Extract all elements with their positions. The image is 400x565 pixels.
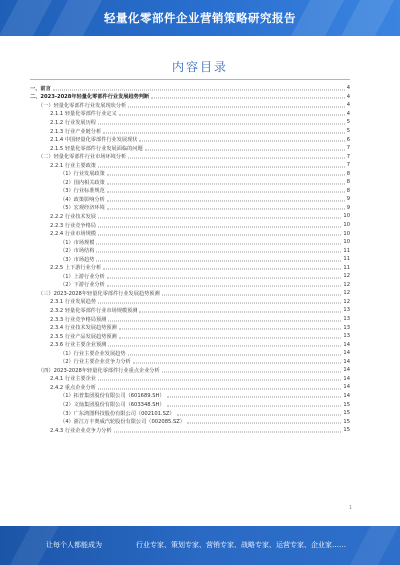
toc-leader-dots (151, 98, 344, 99)
toc-entry-page: 4 (346, 93, 350, 100)
toc-entry-page: 10 (343, 222, 350, 229)
toc-leader-dots (107, 209, 345, 210)
toc-entry-title: 2.4.1 行业主要企业 (50, 376, 96, 383)
toc-entry-page: 9 (346, 204, 350, 211)
toc-entry[interactable] (30, 238, 350, 247)
toc-leader-dots (114, 431, 342, 432)
toc-entry-title: 2.3.3 行业竞争格局预测 (50, 316, 107, 323)
toc-entry-title: 2.2.3 行业竞争格局 (50, 222, 96, 229)
toc-entry-title: 2.2.5 上下游行业分析 (50, 265, 102, 272)
toc-leader-dots (139, 141, 344, 142)
toc-entry-title: 2.3.1 行业发展趋势 (50, 299, 96, 306)
toc-entry-page: 8 (346, 187, 350, 194)
toc-entry[interactable] (30, 263, 350, 272)
toc-entry-title: （2）下游行业分析 (60, 282, 105, 289)
toc-entry[interactable] (30, 426, 350, 435)
toc-entry-title: （2）国内相关政策 (60, 179, 105, 186)
toc-entry[interactable] (30, 409, 350, 418)
toc-entry-page: 7 (346, 145, 350, 152)
toc-leader-dots (162, 371, 342, 372)
toc-leader-dots (107, 183, 345, 184)
toc-leader-dots (107, 200, 345, 201)
toc-entry-page: 13 (343, 324, 350, 331)
toc-leader-dots (103, 132, 345, 133)
toc-entry-title: 2.1.4 中国轻量化零部件行业发展现状 (50, 137, 138, 144)
toc-entry-title: （3）行业标准规范 (60, 188, 105, 195)
toc-entry-title: 2.2.1 行业主要政策 (50, 162, 96, 169)
toc-entry-title: 2.3.6 行业主要企业预测 (50, 342, 107, 349)
toc-entry-page: 6 (346, 136, 350, 143)
footer-roles: 行业专家、策划专家、营销专家、战略专家、运营专家、企业家…… (136, 541, 346, 549)
toc-entry-page: 4 (346, 85, 350, 92)
toc-entry[interactable] (30, 383, 350, 392)
toc-entry[interactable] (30, 212, 350, 221)
toc-entry[interactable] (30, 392, 350, 401)
toc-entry-title: （三）2023-2028年轻量化零部件行业发展趋势预测 (38, 290, 160, 297)
toc-leader-dots (53, 89, 345, 90)
toc-entry[interactable] (30, 101, 350, 110)
toc-leader-dots (107, 286, 342, 287)
toc-entry-page: 14 (343, 358, 350, 365)
header-banner (0, 0, 400, 36)
toc-entry[interactable] (30, 144, 350, 153)
toc-entry[interactable] (30, 358, 350, 367)
toc-leader-dots (119, 337, 342, 338)
toc-leader-dots (107, 175, 345, 176)
toc-entry-title: 一、前言 (30, 85, 51, 92)
toc-entry[interactable] (30, 340, 350, 349)
toc-entry-page: 14 (343, 341, 350, 348)
toc-entry[interactable] (30, 349, 350, 358)
toc-entry-title: （2）市场结构 (60, 248, 95, 255)
toc-entry-page: 14 (343, 384, 350, 391)
toc-leader-dots (98, 217, 341, 218)
toc-entry-title: 二、2023-2028年轻量化零部件行业发展趋势判断 (30, 94, 150, 101)
page-number: 1 (348, 505, 352, 511)
toc-entry-title: （1）拓普集团股份有限公司（601689.SH） (60, 393, 165, 400)
toc-entry[interactable] (30, 118, 350, 127)
toc-entry-title: 2.1.2 行业发展历程 (50, 119, 96, 126)
toc-entry[interactable] (30, 161, 350, 170)
toc-entry-page: 5 (346, 128, 350, 134)
toc-entry[interactable] (30, 178, 350, 187)
toc-entry-title: （1）市场规模 (60, 239, 95, 246)
toc-entry-page: 14 (343, 367, 350, 374)
toc-leader-dots (98, 166, 345, 167)
toc-entry[interactable] (30, 169, 350, 178)
toc-leader-dots (107, 277, 342, 278)
toc-entry-page: 8 (346, 170, 350, 177)
toc-leader-dots (167, 406, 342, 407)
toc-leader-dots (133, 363, 342, 364)
toc-entry[interactable] (30, 221, 350, 230)
toc-entry-title: （3）广东鸿图科技股份有限公司（002101.SZ） (60, 410, 175, 417)
toc-leader-dots (98, 123, 345, 124)
toc-entry-title: （二）轻量化零部件行业市场环境分析 (38, 154, 127, 161)
toc-entry-title: （四）2023-2028年轻量化零部件行业重点企业分析 (38, 367, 160, 374)
toc-entry-page: 10 (343, 213, 350, 220)
toc-entry-page: 7 (346, 162, 350, 169)
toc-entry[interactable] (30, 84, 350, 93)
toc-entry-title: 2.2.2 行业技术发展 (50, 213, 96, 220)
toc-entry-title: 2.4.3 行业企业竞争力分析 (50, 427, 112, 434)
toc-entry[interactable] (30, 152, 350, 161)
toc-entry-title: 2.4.2 重点企业分析 (50, 384, 96, 391)
toc-entry-page: 4 (346, 110, 350, 117)
toc-leader-dots (96, 252, 341, 253)
toc-entry-title: （一）轻量化零部件行业发展现状分析 (38, 102, 127, 109)
report-title: 轻量化零部件企业营销策略研究报告 (104, 11, 296, 25)
toc-leader-dots (98, 235, 341, 236)
toc-entry-title: （4）浙江万丰奥威汽轮股份有限公司（002085.SZ） (60, 419, 185, 426)
toc-entry-title: （3）市场趋势 (60, 256, 95, 263)
toc-leader-dots (107, 192, 345, 193)
toc-leader-dots (96, 260, 341, 261)
toc-leader-dots (167, 397, 342, 398)
toc-entry-page: 12 (343, 290, 350, 297)
toc-entry-page: 10 (343, 230, 350, 237)
toc-entry-page: 12 (343, 298, 350, 305)
toc-entry-page: 15 (343, 410, 350, 417)
toc-entry-title: 2.3.5 行业产品发展趋势预测 (50, 333, 117, 340)
toc-entry-title: 2.2.4 行业市场规模 (50, 231, 96, 238)
toc-leader-dots (177, 414, 342, 415)
toc-entry-title: 2.1.3 行业产业链分析 (50, 128, 102, 135)
footer-slogan: 让每个人都能成为 (46, 541, 102, 549)
toc-leader-dots (128, 354, 342, 355)
table-of-contents (30, 84, 350, 434)
toc-entry[interactable] (30, 204, 350, 213)
toc-entry-page: 7 (346, 153, 350, 160)
toc-entry[interactable] (30, 366, 350, 375)
toc-entry-title: 2.3.2 轻量化零部件行业市场规模预测 (50, 307, 138, 314)
toc-leader-dots (128, 158, 344, 159)
toc-entry-title: 2.3.4 行业技术发展趋势预测 (50, 325, 117, 332)
toc-entry[interactable] (30, 135, 350, 144)
toc-entry[interactable] (30, 306, 350, 315)
toc-entry-page: 14 (343, 375, 350, 382)
toc-entry-page: 11 (343, 247, 350, 254)
footer-stripe (344, 526, 400, 565)
toc-entry-page: 4 (346, 102, 350, 109)
toc-entry[interactable] (30, 298, 350, 307)
toc-entry[interactable] (30, 187, 350, 196)
toc-title: 内容目录 (171, 60, 228, 74)
toc-entry[interactable] (30, 323, 350, 332)
toc-entry-title: （2）行业主要企业竞争力分析 (60, 359, 131, 366)
toc-entry-title: （1）行业发展政策 (60, 171, 105, 178)
toc-entry-page: 13 (343, 316, 350, 323)
toc-leader-dots (103, 269, 341, 270)
toc-leader-dots (108, 320, 341, 321)
toc-entry-page: 12 (343, 281, 350, 288)
toc-leader-dots (108, 346, 341, 347)
toc-entry-title: 2.1.1 轻量化零部件行业定义 (50, 111, 117, 118)
toc-entry-page: 12 (343, 273, 350, 280)
toc-entry-page: 14 (343, 350, 350, 357)
toc-entry-title: （1）行业主要企业发展趋势 (60, 350, 126, 357)
toc-entry-title: （4）政策影响分析 (60, 196, 105, 203)
toc-leader-dots (96, 243, 341, 244)
toc-leader-dots (98, 226, 341, 227)
toc-entry[interactable] (30, 246, 350, 255)
toc-entry[interactable] (30, 332, 350, 341)
toc-entry-title: 2.1.5 轻量化零部件行业发展面临的问题 (50, 145, 143, 152)
toc-entry[interactable] (30, 375, 350, 384)
toc-entry-page: 10 (343, 239, 350, 246)
toc-divider (30, 79, 350, 80)
toc-entry[interactable] (30, 195, 350, 204)
toc-entry-page: 13 (343, 307, 350, 314)
toc-entry-page: 15 (343, 401, 350, 408)
toc-entry-title: （2）文灿集团股份有限公司（603348.SH） (60, 402, 165, 408)
toc-entry[interactable] (30, 315, 350, 324)
toc-leader-dots (139, 311, 341, 312)
toc-entry[interactable] (30, 255, 350, 264)
toc-leader-dots (128, 106, 344, 107)
toc-entry-page: 13 (343, 333, 350, 340)
toc-leader-dots (145, 149, 345, 150)
toc-leader-dots (162, 294, 342, 295)
toc-entry-page: 11 (343, 256, 350, 263)
toc-entry-page: 5 (346, 119, 350, 126)
toc-entry[interactable] (30, 93, 350, 102)
toc-leader-dots (119, 115, 345, 116)
toc-entry-page: 15 (343, 418, 350, 425)
toc-entry-page: 15 (343, 427, 350, 434)
toc-entry-page: 9 (346, 196, 350, 203)
toc-entry-page: 8 (346, 179, 350, 186)
toc-leader-dots (119, 329, 342, 330)
toc-entry[interactable] (30, 229, 350, 238)
toc-entry[interactable] (30, 272, 350, 281)
toc-entry-title: （1）上游行业分析 (60, 273, 105, 280)
toc-entry[interactable] (30, 417, 350, 426)
toc-entry-page: 14 (343, 392, 350, 399)
toc-entry[interactable] (30, 110, 350, 119)
toc-entry[interactable] (30, 289, 350, 298)
toc-entry-page: 11 (343, 264, 350, 271)
toc-entry-title: （5）宏观经济环境 (60, 205, 105, 212)
toc-entry[interactable] (30, 127, 350, 136)
toc-leader-dots (98, 380, 341, 381)
toc-entry[interactable] (30, 400, 350, 409)
toc-leader-dots (187, 423, 341, 424)
toc-entry[interactable] (30, 281, 350, 290)
toc-leader-dots (98, 303, 341, 304)
toc-leader-dots (98, 388, 341, 389)
footer-banner (0, 526, 400, 565)
